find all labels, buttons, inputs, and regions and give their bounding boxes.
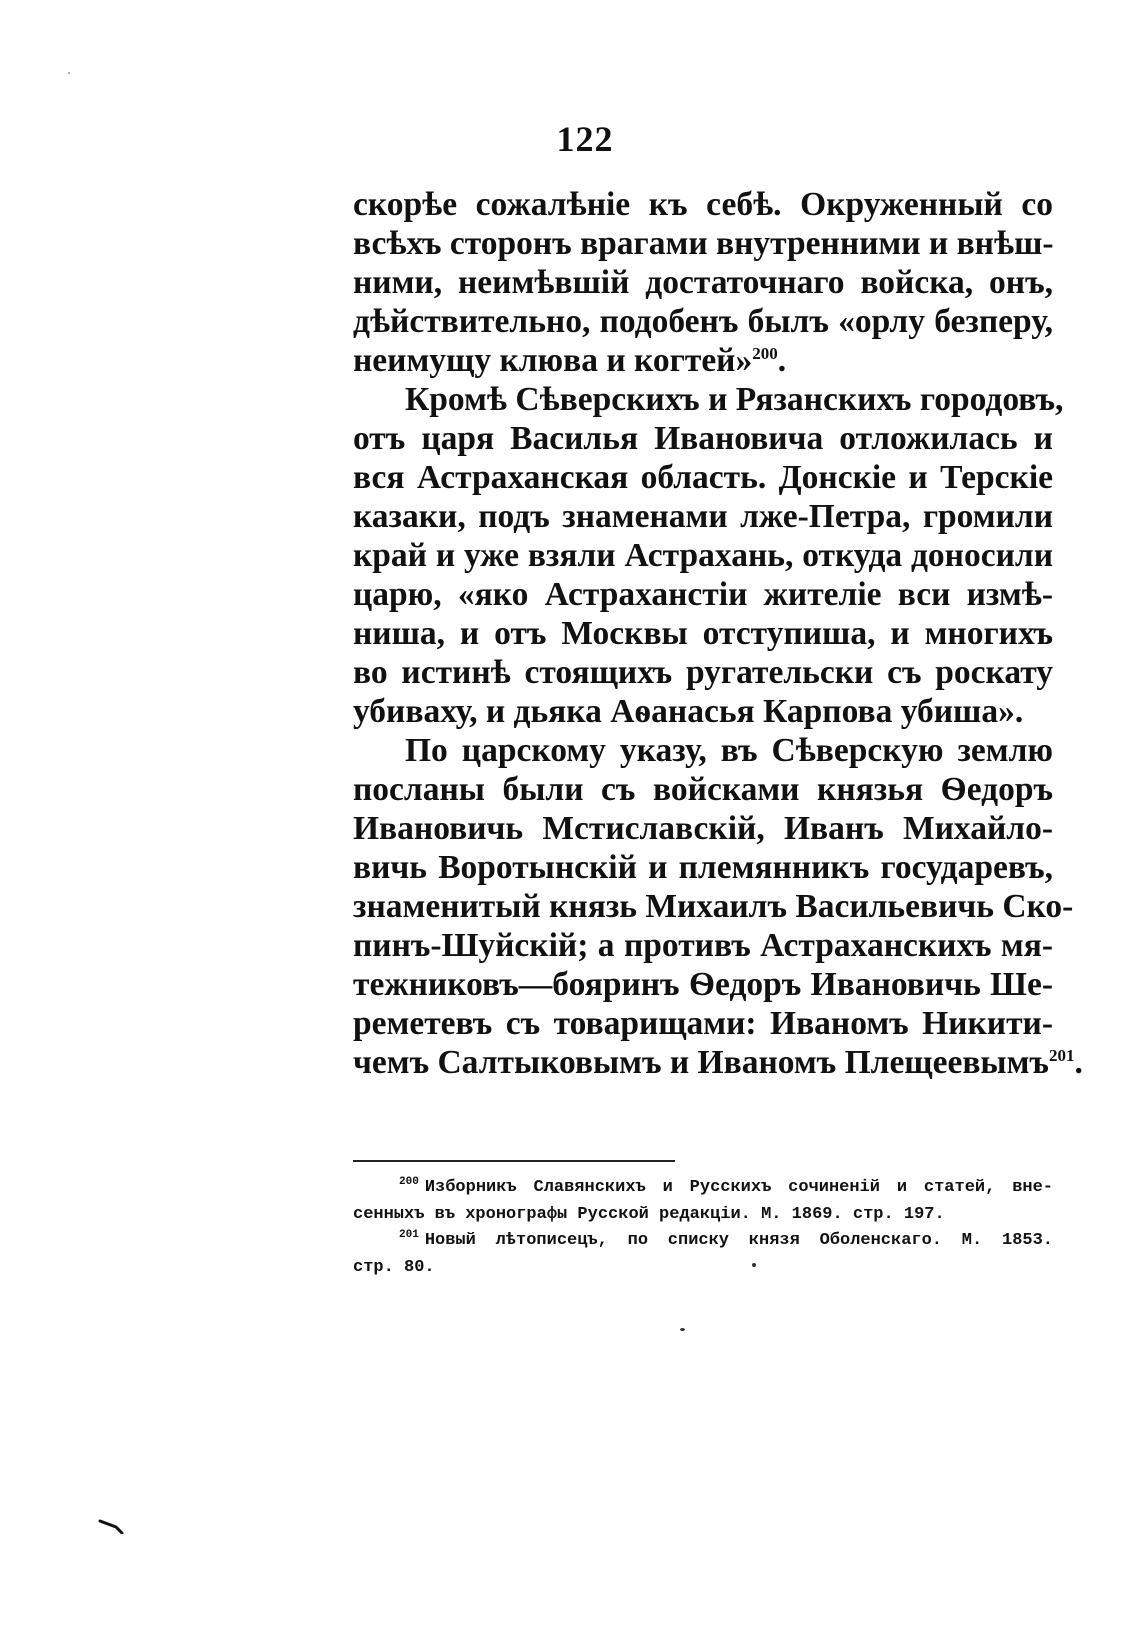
text-line: тежниковъ—бояринъ Ѳедоръ Ивановичь Ше- xyxy=(353,966,1053,1003)
text-line: всѣхъ сторонъ врагами внутренними и внѣш- xyxy=(353,225,1054,262)
text-line: Ивановичь Мстиславскій, Иванъ Михайло- xyxy=(353,810,1053,847)
footnote-divider xyxy=(353,1160,675,1162)
text-line-content: неимущу клюва и когтей» xyxy=(353,342,753,379)
footnote-number: 200 xyxy=(399,1176,419,1189)
text-line: ниша, и отъ Москвы отступиша, и многихъ xyxy=(353,615,1053,652)
text-line: убиваху, и дьяка Аѳанасья Карпова убиша». xyxy=(353,693,1024,730)
footnotes xyxy=(353,1175,1053,1281)
paragraph-3 xyxy=(353,731,1083,1082)
text-line: Кромѣ Сѣверскихъ и Рязанскихъ городовъ, xyxy=(405,381,1064,418)
footnote-text: Изборникъ Славянскихъ и Русскихъ сочиненій и статей, вне- xyxy=(424,1178,1053,1197)
text-line: скорѣе сожалѣніе къ себѣ. Окруженный со xyxy=(353,186,1053,223)
paragraph-2 xyxy=(353,380,1064,731)
footnote-201 xyxy=(353,1228,1053,1281)
text-line: По царскому указу, въ Сѣверскую землю xyxy=(405,732,1053,769)
scan-speck xyxy=(752,1263,756,1267)
text-line: посланы были съ войсками князья Ѳедоръ xyxy=(353,771,1053,808)
scan-speck xyxy=(68,72,70,74)
footnote-text: Новый лѣтописецъ, по списку князя Оболенскаго. М. 1853. xyxy=(424,1231,1053,1250)
scan-speck xyxy=(680,1328,685,1331)
footnote-200 xyxy=(353,1175,1053,1228)
footnote-reference-200: 200 xyxy=(752,343,778,363)
text-line-content: чемъ Салтыковымъ и Иваномъ Плещеевымъ xyxy=(353,1044,1049,1081)
footnote-line: сенныхъ въ хронографы Русской редакціи. М. 1869. стр. 197. xyxy=(353,1204,945,1224)
paragraph-1 xyxy=(353,185,1053,380)
text-line: пинъ-Шуйскій; а противъ Астраханскихъ мя- xyxy=(353,927,1053,964)
text-line: царю, «яко Астраханстіи жителіе вси измѣ- xyxy=(353,576,1053,613)
text-line: ними, неимѣвшій достаточнаго войска, онъ, xyxy=(353,264,1053,301)
text-line: отъ царя Василья Ивановича отложилась и xyxy=(353,420,1053,457)
footnote-line xyxy=(353,1175,1053,1202)
scan-mark xyxy=(98,1518,128,1534)
sentence-end: . xyxy=(1074,1044,1083,1081)
text-line: край и уже взяли Астрахань, откуда доносили xyxy=(353,537,1053,574)
sentence-end: . xyxy=(777,342,787,379)
page-number: 122 xyxy=(556,119,614,159)
text-line: во истинѣ стоящихъ ругательски съ роскату xyxy=(353,654,1053,691)
footnote-reference-201: 201 xyxy=(1048,1045,1075,1065)
text-line-last xyxy=(353,341,1053,380)
footnote-line xyxy=(353,1228,1053,1255)
main-text xyxy=(353,185,1083,1082)
text-line: знаменитый князь Михаилъ Васильевичь Ско- xyxy=(353,888,1074,925)
text-line: вичь Воротынскій и племянникъ государевъ, xyxy=(353,849,1053,886)
text-line: реметевъ съ товарищами: Иваномъ Никити- xyxy=(353,1005,1053,1042)
text-line: дѣйствительно, подобенъ былъ «орлу безперу, xyxy=(353,303,1053,340)
text-line: вся Астраханская область. Донскіе и Терскіе xyxy=(353,459,1053,496)
text-line-last xyxy=(353,1043,1083,1082)
footnote-line: стр. 80. xyxy=(353,1257,435,1277)
text-line: казаки, подъ знаменами лже-Петра, громили xyxy=(353,498,1053,535)
footnote-number: 201 xyxy=(399,1229,419,1242)
